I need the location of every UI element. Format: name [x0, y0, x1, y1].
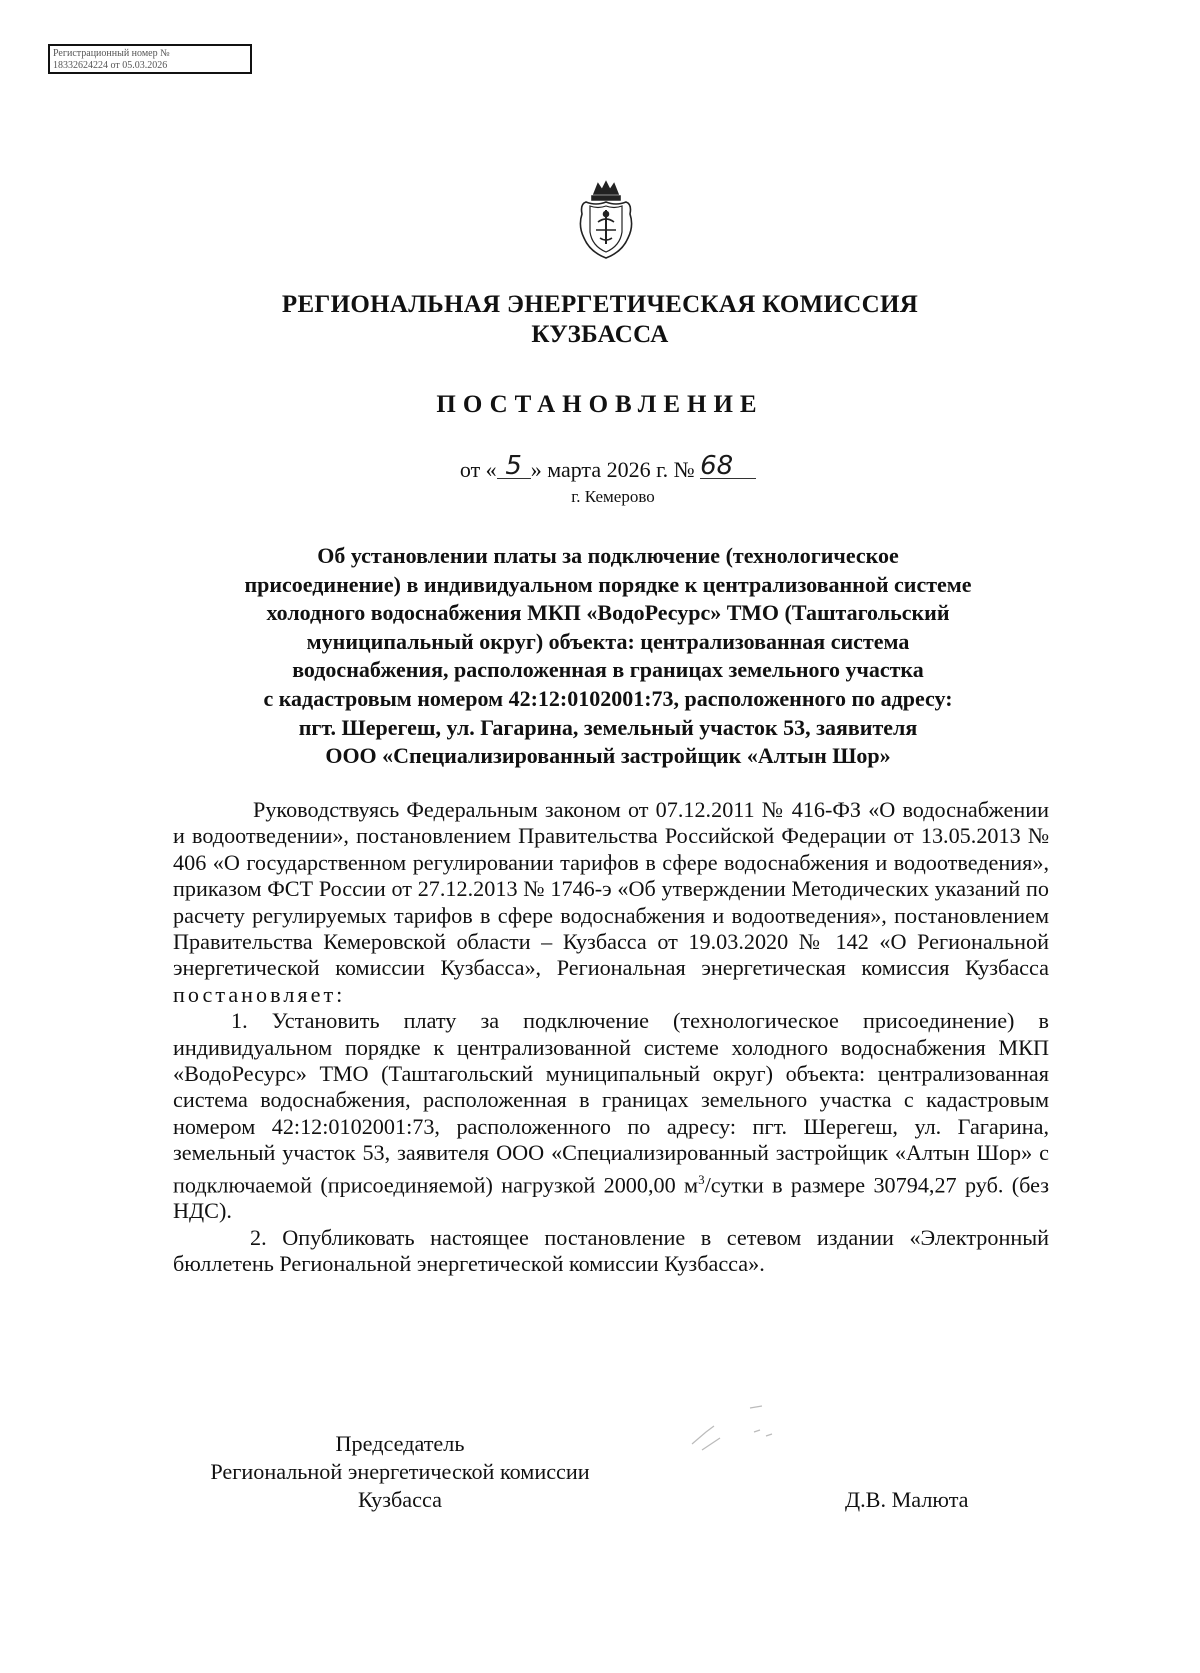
date-prefix: от «: [459, 457, 497, 482]
preamble-paragraph: [173, 797, 1049, 1008]
item-1-text-end: /сутки в размере 30794,27 руб. (без НДС).: [173, 1172, 1050, 1224]
date-line: [0, 451, 1200, 484]
signatory-line-2: Региональной энергетической комиссии: [210, 1459, 590, 1484]
registration-line-2: 18332624224 от 05.03.2026: [53, 60, 168, 71]
signature-scribble: [662, 1402, 792, 1457]
date-middle: » марта 2026 г. №: [530, 457, 695, 482]
coat-of-arms-emblem: [576, 180, 636, 262]
title-line: пгт. Шерегеш, ул. Гагарина, земельный участок 53, заявителя: [298, 714, 918, 740]
registration-line-1: Регистрационный номер №: [53, 48, 170, 59]
signatory-name: Д.В. Малюта: [845, 1487, 969, 1512]
preamble-text: Руководствуясь Федеральным законом от 07.12.2011 № 416-ФЗ «О водоснабжении и водоотведении», постановлением Правительства Российской Федерации от 13.05.2013 № 406 «О государственном регулировании тарифов в сфере водоснабжения и водоотведения», приказом ФСТ России от 27.12.2013 № 1746-э «Об утверждении Методических указаний по расчету регулируемых тарифов в сфере водоснабжения и водоотведения», постановлением Правительства Кемеровской области – Кузбасса от 19.03.2020 № 142 «О Региональной энергетической комиссии Кузбасса», Региональная энергетическая комиссия Кузбасса: [173, 797, 1049, 981]
signatory-line-3: Кузбасса: [358, 1487, 442, 1512]
signatory-title: [160, 1430, 640, 1514]
org-line-1: РЕГИОНАЛЬНАЯ ЭНЕРГЕТИЧЕСКАЯ КОМИССИЯ: [281, 291, 919, 318]
document-type: ПОСТАНОВЛЕНИЕ: [436, 391, 764, 418]
title-line: водоснабжения, расположенная в границах земельного участка: [292, 657, 924, 683]
handwritten-number: 68: [700, 454, 756, 479]
title-line: с кадастровым номером 42:12:0102001:73, расположенного по адресу:: [263, 685, 953, 711]
item-1-text: 1. Установить плату за подключение (технологическое присоединение) в индивидуальном порядке к централизованной системе холодного водоснабжения МКП «ВодоРесурс» ТМО (Таштагольский муниципальный округ) объекта: централизованная система водоснабжения, расположенная в границах земельного участка с кадастровым номером 42:12:0102001:73, расположенного по адресу: пгт. Шерегеш, ул. Гагарина, земельный участок 53, заявителя ООО «Специализированный застройщик «Алтын Шор» с подключаемой (присоединяемой) нагрузкой 2000,00 м: [173, 1008, 1049, 1198]
title-line: холодного водоснабжения МКП «ВодоРесурс» ТМО (Таштагольский: [266, 600, 950, 626]
signatory-line-1: Председатель: [335, 1431, 465, 1456]
item-1-superscript: 3: [698, 1171, 705, 1187]
title-line: присоединение) в индивидуальном порядке к централизованной системе: [244, 571, 972, 597]
registration-stamp: [48, 44, 252, 74]
organization-name: [0, 290, 1200, 350]
resolves-word: постановляет:: [173, 981, 346, 1007]
title-line: Об установлении платы за подключение (технологическое: [317, 543, 899, 568]
title-line: ООО «Специализированный застройщик «Алтын Шор»: [325, 743, 891, 769]
city: г. Кемерово: [571, 487, 655, 506]
document-body: [173, 797, 1049, 1278]
item-1-paragraph: [173, 1008, 1049, 1225]
document-title: [120, 542, 1096, 771]
item-2-paragraph: 2. Опубликовать настоящее постановление в сетевом издании «Электронный бюллетень Региональной энергетической комиссии Кузбасса».: [173, 1224, 1049, 1277]
title-line: муниципальный округ) объекта: централизованная система: [306, 628, 910, 654]
handwritten-day: 5: [497, 454, 531, 479]
org-line-2: КУЗБАССА: [531, 321, 669, 348]
